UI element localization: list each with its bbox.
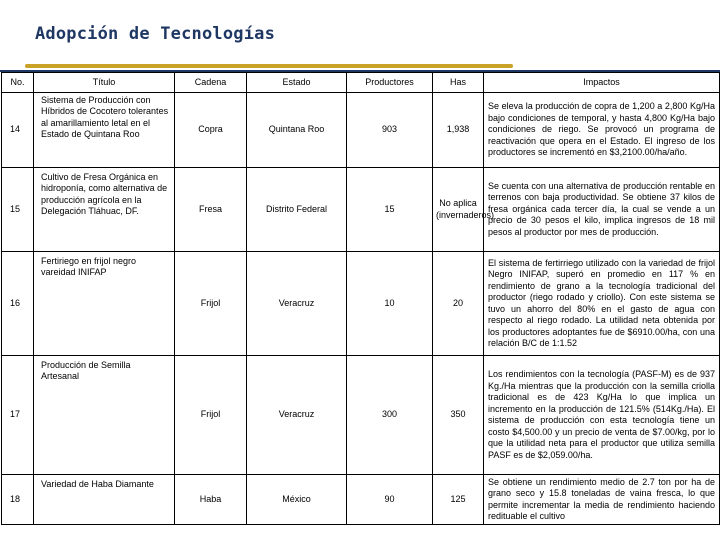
row-productores: 15: [347, 168, 433, 252]
row-productores: 10: [347, 252, 433, 356]
row-impactos: Los rendimientos con la tecnología (PASF-M) es de 937 Kg./Ha mientras que la producción con la semilla criolla tradicional es de 423 Kg/Ha lo que implica un incremento en la producción de 121.5% (514Kg./Ha). El sistema de producción con esta tecnología tiene un costo $4,500.00 y un precio de venta de $7.00/kg, por lo que la utilidad neta para el productor que utiliza semilla PASF es de $2,059.00/ha.: [484, 356, 720, 475]
header-cadena: Cadena: [175, 73, 247, 93]
row-has: 350: [433, 356, 484, 475]
row-titulo: Cultivo de Fresa Orgánica en hidroponía, como alternativa de producción agrícola en la Delegación Tláhuac, DF.: [34, 168, 175, 252]
row-cadena: Frijol: [175, 356, 247, 475]
row-titulo: Producción de Semilla Artesanal: [34, 356, 175, 475]
row-has: No aplica (invernaderos): [433, 168, 484, 252]
row-productores: 300: [347, 356, 433, 475]
row-number: 17: [2, 356, 34, 475]
row-titulo: Fertiriego en frijol negro vareidad INIFAP: [34, 252, 175, 356]
header-titulo: Título: [34, 73, 175, 93]
header-estado: Estado: [247, 73, 347, 93]
row-number: 14: [2, 93, 34, 168]
row-number: 15: [2, 168, 34, 252]
row-number: 16: [2, 252, 34, 356]
header-impactos: Impactos: [484, 73, 720, 93]
row-cadena: Fresa: [175, 168, 247, 252]
row-has: 1,938: [433, 93, 484, 168]
table-row: [2, 356, 720, 475]
row-impactos: El sistema de fertirriego utilizado con la variedad de frijol Negro INIFAP, superó en promedio en 117 % en rendimiento de grano a la tecnología tradicional del productor (riego rodado y criollo). Con este sistema se tuvo un ahorro del 80% en el gasto de agua con respecto al riego rodado. La utilidad neta obtenida por los productores adoptantes fue de $6910.00/ha, con una relación B/C de 1:1.52: [484, 252, 720, 356]
technology-adoption-table: [1, 72, 720, 525]
table-row: [2, 252, 720, 356]
row-estado: México: [247, 475, 347, 525]
table-row: [2, 168, 720, 252]
row-estado: Veracruz: [247, 356, 347, 475]
page-title: Adopción de Tecnologías: [35, 24, 276, 44]
row-has: 20: [433, 252, 484, 356]
row-impactos: Se cuenta con una alternativa de producción rentable en terrenos con baja productividad. Se obtiene 37 kilos de fresa orgánica cada tercer día, la cual se vende a un precio de 30 pesos el kilo, implica ingresos de 18 mil pesos al productor por mes de producción.: [484, 168, 720, 252]
header-no: No.: [2, 73, 34, 93]
table-header-row: [2, 73, 720, 93]
row-estado: Veracruz: [247, 252, 347, 356]
row-productores: 90: [347, 475, 433, 525]
row-number: 18: [2, 475, 34, 525]
row-titulo: Variedad de Haba Diamante: [34, 475, 175, 525]
row-impactos: Se eleva la producción de copra de 1,200 a 2,800 Kg/Ha bajo condiciones de temporal, y hasta 4,800 Kg/Ha bajo condiciones de riego. Se provocó un programa de reactivación que opera en el Estado. El ingreso de los productores se incrementó en $3,2100.00/ha/año.: [484, 93, 720, 168]
row-impactos: Se obtiene un rendimiento medio de 2.7 ton por ha de grano seco y 15.8 toneladas de vaina fresca, lo que permite incrementar la media de rendimiento haciendo redituable el cultivo: [484, 475, 720, 525]
row-cadena: Frijol: [175, 252, 247, 356]
row-cadena: Haba: [175, 475, 247, 525]
table-row: [2, 93, 720, 168]
row-titulo: Sistema de Producción con Híbridos de Cocotero tolerantes al amarillamiento letal en el Estado de Quintana Roo: [34, 93, 175, 168]
row-cadena: Copra: [175, 93, 247, 168]
row-productores: 903: [347, 93, 433, 168]
row-estado: Distrito Federal: [247, 168, 347, 252]
row-has: 125: [433, 475, 484, 525]
gold-divider: [25, 64, 513, 68]
header-productores: Productores: [347, 73, 433, 93]
table-row: [2, 475, 720, 525]
header-has: Has: [433, 73, 484, 93]
row-estado: Quintana Roo: [247, 93, 347, 168]
